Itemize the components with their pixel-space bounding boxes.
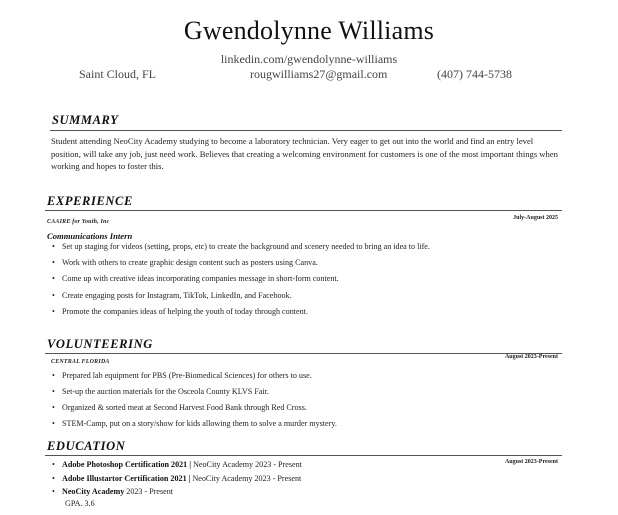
summary-heading: SUMMARY <box>52 113 119 127</box>
education-items <box>49 460 302 501</box>
experience-role: Communications Intern <box>47 231 133 241</box>
list-item: • Set up staging for videos (setting, props, etc) to create the background and scenery needed to bring an idea to life. <box>49 242 430 258</box>
experience-org: CAAIRE for Youth, Inc <box>47 219 110 225</box>
education-divider <box>45 455 562 456</box>
gpa: GPA. 3.6 <box>65 499 95 508</box>
education-item-title: Adobe Illustartor Certification 2021 | <box>62 473 191 483</box>
list-item: • Create engaging posts for Instagram, TikTok, LinkedIn, and Facebook. <box>49 291 430 307</box>
education-heading: EDUCATION <box>47 439 126 453</box>
education-dates: August 2023-Present <box>504 459 558 465</box>
resume-name: Gwendolynne Williams <box>183 16 435 45</box>
volunteering-dates: August 2023-Present <box>504 354 558 360</box>
list-item <box>49 460 302 474</box>
education-item-detail: NeoCity Academy 2023 - Present <box>191 460 302 469</box>
list-item: • Come up with creative ideas incorporating companies message in short-form content. <box>49 274 430 290</box>
education-item-detail: NeoCity Academy 2023 - Present <box>190 473 302 483</box>
experience-heading: EXPERIENCE <box>47 194 133 208</box>
volunteering-org: CENTRAL FLORIDA <box>51 359 110 365</box>
experience-bullets <box>49 242 430 323</box>
experience-divider <box>45 210 562 211</box>
list-item: • Work with others to create graphic design content such as posters using Canva. <box>49 258 430 274</box>
experience-dates: July-August 2025 <box>513 215 558 221</box>
education-item-title: NeoCity Academy <box>62 487 125 497</box>
list-item: • Organized & sorted meat at Second Harvest Food Bank through Red Cross. <box>49 403 337 419</box>
list-item: • Set-up the auction materials for the Osceola County KLVS Fair. <box>49 387 337 403</box>
volunteering-heading: VOLUNTEERING <box>47 337 153 351</box>
linkedin-url[interactable]: linkedin.com/gwendolynne-williams <box>220 52 398 66</box>
phone-number: (407) 744-5738 <box>437 67 512 81</box>
list-item <box>49 474 302 488</box>
location: Saint Cloud, FL <box>79 67 157 81</box>
volunteering-bullets <box>49 371 337 435</box>
email-address[interactable]: rougwilliams27@gmail.com <box>250 67 388 81</box>
summary-divider <box>50 130 562 131</box>
summary-text: Student attending NeoCity Academy studying to become a laboratory technician. Very eager to get out into the world and find an entry level position, will take any job, just need work. Believes that creating a welcoming environment for customers is one of the most important things when working and hopes to foster this. <box>51 136 558 172</box>
list-item: • Prepared lab equipment for PBS (Pre-Biomedical Sciences) for others to use. <box>49 371 337 387</box>
education-item-detail: 2023 - Present <box>124 487 174 497</box>
list-item: • STEM-Camp, put on a story/show for kids allowing them to solve a murder mystery. <box>49 419 337 435</box>
list-item: • Promote the companies ideas of helping the youth of today through content. <box>49 307 430 323</box>
education-item-title: Adobe Photoshop Certification 2021 | <box>62 460 192 469</box>
volunteering-divider <box>45 353 562 354</box>
